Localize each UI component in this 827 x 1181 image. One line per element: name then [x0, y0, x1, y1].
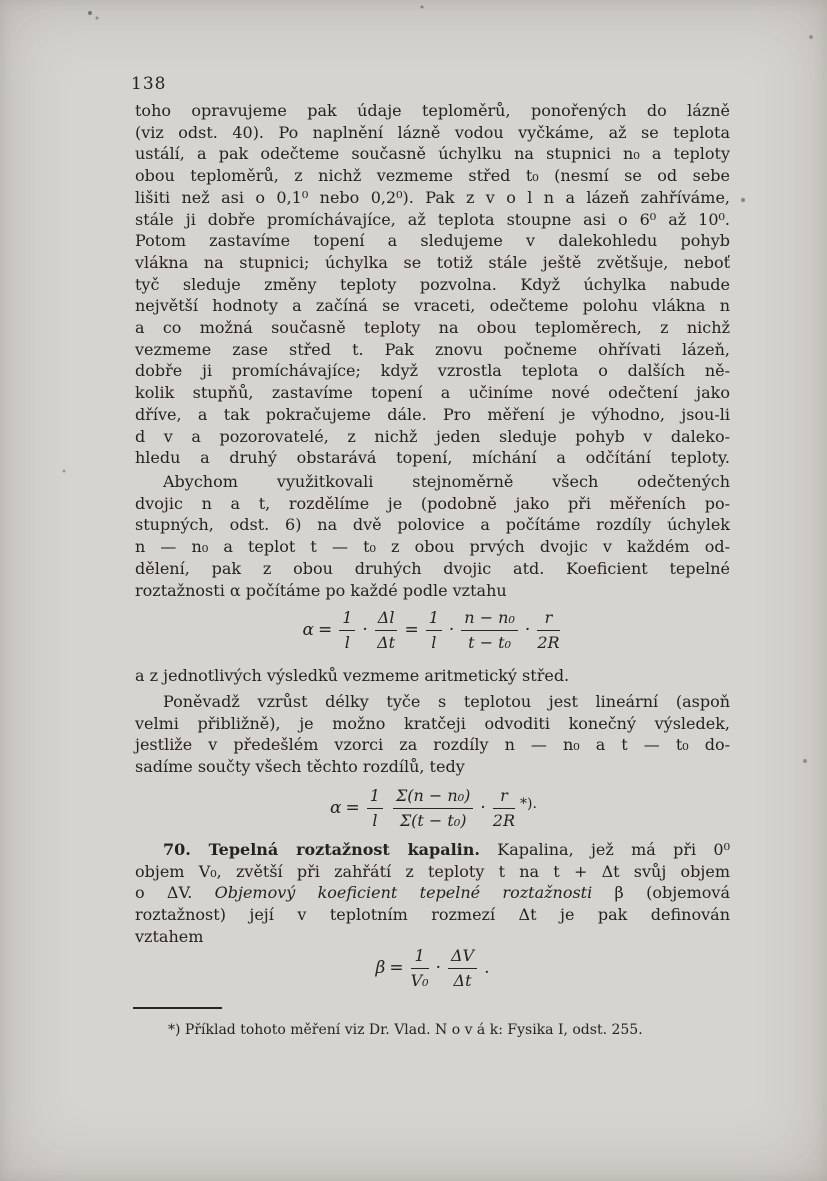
section-lead-text: Kapalina, jež má při 0⁰: [479, 840, 730, 859]
equals-sign: =: [389, 958, 404, 978]
equals-sign: =: [404, 620, 419, 640]
fraction: [339, 608, 355, 653]
text-line: Potom zastavíme topení a sledujeme v dalekohledu pohyb: [135, 231, 730, 251]
fraction-numerator: 1: [339, 608, 355, 631]
multiplication-dot: ·: [448, 620, 455, 640]
fraction-denominator: 2R: [537, 633, 560, 652]
text-line: [135, 882, 730, 904]
paragraph-arithmetic-mean: [135, 665, 730, 687]
fraction: [537, 608, 559, 653]
fraction-numerator: r: [493, 786, 515, 809]
equals-sign: =: [345, 798, 360, 818]
text-line: obou teploměrů, z nichž vezmeme střed t₀ (nesmí se od sebe: [135, 166, 730, 186]
text-line: vezmeme zase střed t. Pak znovu počneme ohřívati lázeň,: [135, 339, 730, 359]
text-line: roztažnost) její v teplotním rozmezí Δt je pak definován: [135, 905, 730, 925]
multiplication-dot: ·: [362, 620, 368, 640]
fraction: [426, 608, 442, 653]
footnote-rule: [133, 1007, 222, 1009]
formula-lhs: β: [375, 958, 386, 978]
text-line: [135, 839, 730, 861]
text-line: d v a pozorovatelé, z nichž jeden sleduje pohyb v daleko-: [135, 426, 730, 446]
fraction-denominator: V₀: [410, 971, 429, 990]
fraction-denominator: Δt: [377, 633, 396, 652]
text-line: Abychom využitkovali stejnoměrně všech odečtených: [163, 472, 730, 491]
text-line: jestliže v předešlém vzorci za rozdíly n — n₀ a t — t₀ do-: [135, 735, 730, 755]
text-line: n — n₀ a teplot t — t₀ z obou prvých dvojic v každém od-: [135, 537, 730, 557]
text-line: a z jednotlivých výsledků vezmeme aritmetický střed.: [135, 666, 570, 685]
fraction: [375, 608, 398, 653]
text-line: toho opravujeme pak údaje teploměrů, ponořených do lázně: [135, 101, 730, 120]
fraction: [393, 786, 473, 831]
fraction-numerator: 1: [426, 608, 442, 631]
text-line: velmi přibližně), je možno kratčeji odvoditi konečný výsledek,: [135, 713, 730, 733]
footnote-reference-mark: *).: [520, 796, 537, 812]
text-line: vlákna na stupnici; úchylka se totiž stále ještě zvětšuje, neboť: [135, 252, 730, 272]
formula-lhs: α: [302, 620, 314, 640]
scan-speckles: [0, 0, 2, 2]
text-line: tyč sleduje změny teploty pozvolna. Když úchylka nabude: [135, 274, 730, 294]
text-line: Poněvadž vzrůst délky tyče s teplotou jest lineární (aspoň: [163, 692, 730, 711]
footnote: *) Příklad tohoto měření viz Dr. Vlad. N o v á k: Fysika I, odst. 255.: [168, 1022, 643, 1038]
fraction-denominator: t − t₀: [468, 633, 512, 652]
fraction-numerator: 1: [411, 946, 429, 969]
text-line: stále ji dobře promíchávajíce, až teplota stoupne asi o 6⁰ až 10⁰.: [135, 209, 730, 229]
text-line: objem V₀, zvětší při zahřátí z teploty t na t + Δt svůj objem: [135, 861, 730, 881]
multiplication-dot: ·: [480, 798, 486, 818]
fraction: [461, 608, 518, 653]
fraction-numerator: Δl: [375, 608, 398, 631]
equals-sign: =: [317, 620, 333, 640]
text-line: a co možná současně teploty na obou teploměrech, z nichž: [135, 318, 730, 338]
page-number: 138: [131, 74, 167, 94]
formula-linear-expansion-coefficient: [135, 608, 730, 653]
text-line: dobře ji promíchávajíce; když vzrostla teplota o dalších ně-: [135, 361, 730, 381]
text-line: kolik stupňů, zastavíme topení a učiníme nové odečtení jako: [135, 383, 730, 403]
fraction: [411, 946, 429, 991]
section-heading: 70. Tepelná roztažnost kapalin.: [163, 840, 480, 859]
period: .: [484, 958, 490, 978]
text-segment: β (objemová: [592, 883, 731, 903]
fraction-numerator: Σ(n − n₀): [393, 786, 473, 809]
fraction: [367, 786, 383, 831]
section-70-liquid-expansion: [135, 839, 730, 948]
text-segment: o ΔV.: [135, 883, 215, 903]
fraction-numerator: 1: [367, 786, 383, 809]
text-line: hledu a druhý obstarává topení, míchání a odčítání teploty.: [135, 448, 730, 468]
fraction-denominator: l: [431, 633, 437, 652]
paragraph-averaging-method: [135, 471, 730, 601]
text-line: lišiti než asi o 0,1⁰ nebo 0,2⁰). Pak z v o l n a lázeň zahříváme,: [135, 187, 730, 207]
fraction-denominator: Δt: [453, 971, 472, 990]
text-line: vztahem: [135, 926, 204, 946]
italic-term: Objemový koeficient tepelné roztažnosti: [214, 883, 593, 903]
fraction-denominator: l: [372, 811, 378, 830]
fraction-numerator: n − n₀: [461, 608, 518, 631]
fraction-denominator: l: [344, 633, 350, 652]
text-line: sadíme součty všech těchto rozdílů, tedy: [135, 757, 465, 777]
paragraph-shorter-derivation: [135, 691, 730, 778]
multiplication-dot: ·: [435, 958, 441, 978]
fraction-denominator: 2R: [492, 811, 516, 830]
fraction-denominator: Σ(t − t₀): [399, 811, 467, 830]
text-line: dělení, pak z obou druhých dvojic atd. Koeficient tepelné: [135, 558, 730, 578]
paragraph-measurement-procedure: [135, 100, 730, 469]
formula-summed-expansion-coefficient: [135, 786, 730, 831]
text-line: roztažnosti α počítáme po každé podle vztahu: [135, 580, 507, 600]
formula-lhs: α: [330, 798, 342, 818]
text-line: dříve, a tak pokračujeme dále. Pro měření je výhodno, jsou-li: [135, 404, 730, 424]
fraction-numerator: r: [537, 608, 559, 631]
text-line: největší hodnoty a začíná se vraceti, odečteme polohu vlákna n: [135, 296, 730, 316]
fraction: [448, 946, 477, 991]
text-line: stupných, odst. 6) na dvě polovice a počítáme rozdíly úchylek: [135, 515, 730, 535]
multiplication-dot: ·: [524, 620, 531, 640]
text-line: ustálí, a pak odečteme současně úchylku na stupnici n₀ a teploty: [135, 144, 730, 164]
text-line: (viz odst. 40). Po naplnění lázně vodou vyčkáme, až se teplota: [135, 122, 730, 142]
fraction-numerator: ΔV: [448, 946, 477, 969]
fraction: [493, 786, 515, 831]
formula-volumetric-expansion-coefficient: [135, 946, 730, 991]
text-line: dvojic n a t, rozdělíme je (podobně jako při měřeních po-: [135, 493, 730, 513]
